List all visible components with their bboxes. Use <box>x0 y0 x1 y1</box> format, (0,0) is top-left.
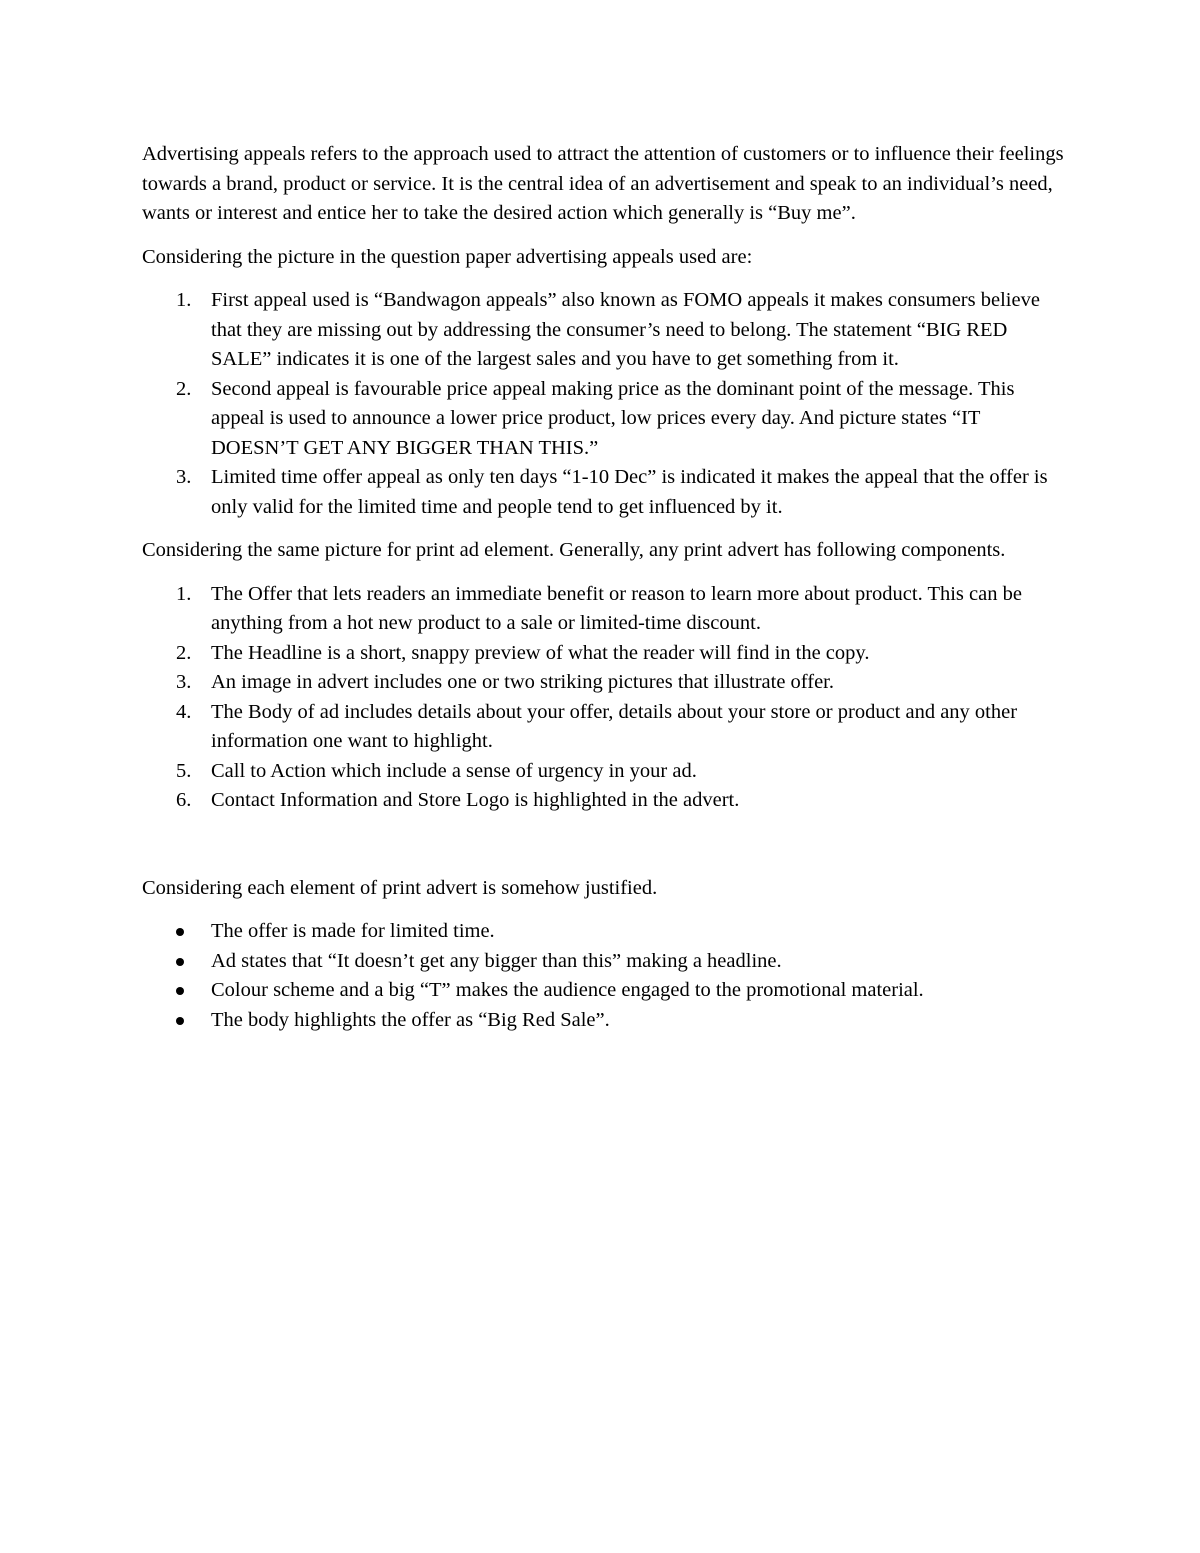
appeals-list <box>142 286 1072 522</box>
list-item <box>142 286 1072 375</box>
intro-paragraph: Advertising appeals refers to the approach used to attract the attention of customers or to influence their feelings towards a brand, product or service. It is the central idea of an advertisement and speak to an individual’s need, wants or interest and entice her to take the desired action which generally is “Buy me”. <box>142 143 1064 224</box>
list-number: 1. <box>176 582 192 605</box>
bullet-icon <box>176 987 184 995</box>
list-number: 2. <box>176 377 192 400</box>
list-item <box>142 757 1072 787</box>
list-item <box>142 639 1072 669</box>
list-item <box>142 463 1072 522</box>
list-item-text: The offer is made for limited time. <box>211 920 495 942</box>
list-number: 5. <box>176 759 192 782</box>
list-item-text: The Body of ad includes details about your offer, details about your store or product and any other information one want to highlight. <box>211 700 1018 752</box>
list-item <box>142 668 1072 698</box>
list-number: 3. <box>176 671 192 693</box>
justified-list <box>142 917 1072 1035</box>
list-item-text: Ad states that “It doesn’t get any bigger than this” making a headline. <box>211 949 782 972</box>
list-item-text: The Offer that lets readers an immediate benefit or reason to learn more about product. This can be anything from a hot new product to a sale or limited-time discount. <box>211 582 1022 634</box>
justified-heading: Considering each element of print advert is somehow justified. <box>142 876 658 899</box>
list-number: 3. <box>176 466 192 488</box>
list-number: 2. <box>176 641 192 664</box>
list-item-text: The body highlights the offer as “Big Red Sale”. <box>211 1008 610 1031</box>
list-item-text: Limited time offer appeal as only ten days “1-10 Dec” is indicated it makes the appeal that the offer is only valid for the limited time and people tend to get influenced by it. <box>211 466 1048 518</box>
bullet-icon <box>176 958 184 966</box>
list-item-text: Call to Action which include a sense of urgency in your ad. <box>211 759 697 782</box>
elements-list <box>142 580 1072 816</box>
list-number: 6. <box>176 789 192 811</box>
list-item-text: First appeal used is “Bandwagon appeals” also known as FOMO appeals it makes consumers believe that they are missing out by addressing the consumer’s need to belong. The statement “BIG RED SALE” indicates it is one of the largest sales and you have to get something from it. <box>211 289 1040 370</box>
list-item <box>142 1006 1072 1036</box>
blank-line <box>142 830 1072 874</box>
list-number: 4. <box>176 700 192 723</box>
bullet-icon <box>176 928 184 936</box>
list-item <box>142 917 1072 947</box>
list-item <box>142 947 1072 977</box>
list-item <box>142 698 1072 757</box>
list-item-text: Contact Information and Store Logo is highlighted in the advert. <box>211 789 740 811</box>
list-item-text: An image in advert includes one or two striking pictures that illustrate offer. <box>211 671 835 693</box>
list-item-text: The Headline is a short, snappy preview of what the reader will find in the copy. <box>211 641 870 664</box>
list-item <box>142 786 1072 816</box>
list-item-text: Second appeal is favourable price appeal making price as the dominant point of the message. This appeal is used to announce a lower price product, low prices every day. And picture states “IT DOESN’T GET ANY BIGGER THAN THIS.” <box>211 377 1015 459</box>
list-item <box>142 580 1072 639</box>
document-page <box>142 140 1072 1049</box>
list-item <box>142 375 1072 464</box>
list-item <box>142 976 1072 1006</box>
list-item-text: Colour scheme and a big “T” makes the audience engaged to the promotional material. <box>211 979 924 1001</box>
list-number: 1. <box>176 289 192 311</box>
elements-heading: Considering the same picture for print ad element. Generally, any print advert has following components. <box>142 539 1006 561</box>
bullet-icon <box>176 1017 184 1025</box>
appeals-heading: Considering the picture in the question paper advertising appeals used are: <box>142 245 753 268</box>
